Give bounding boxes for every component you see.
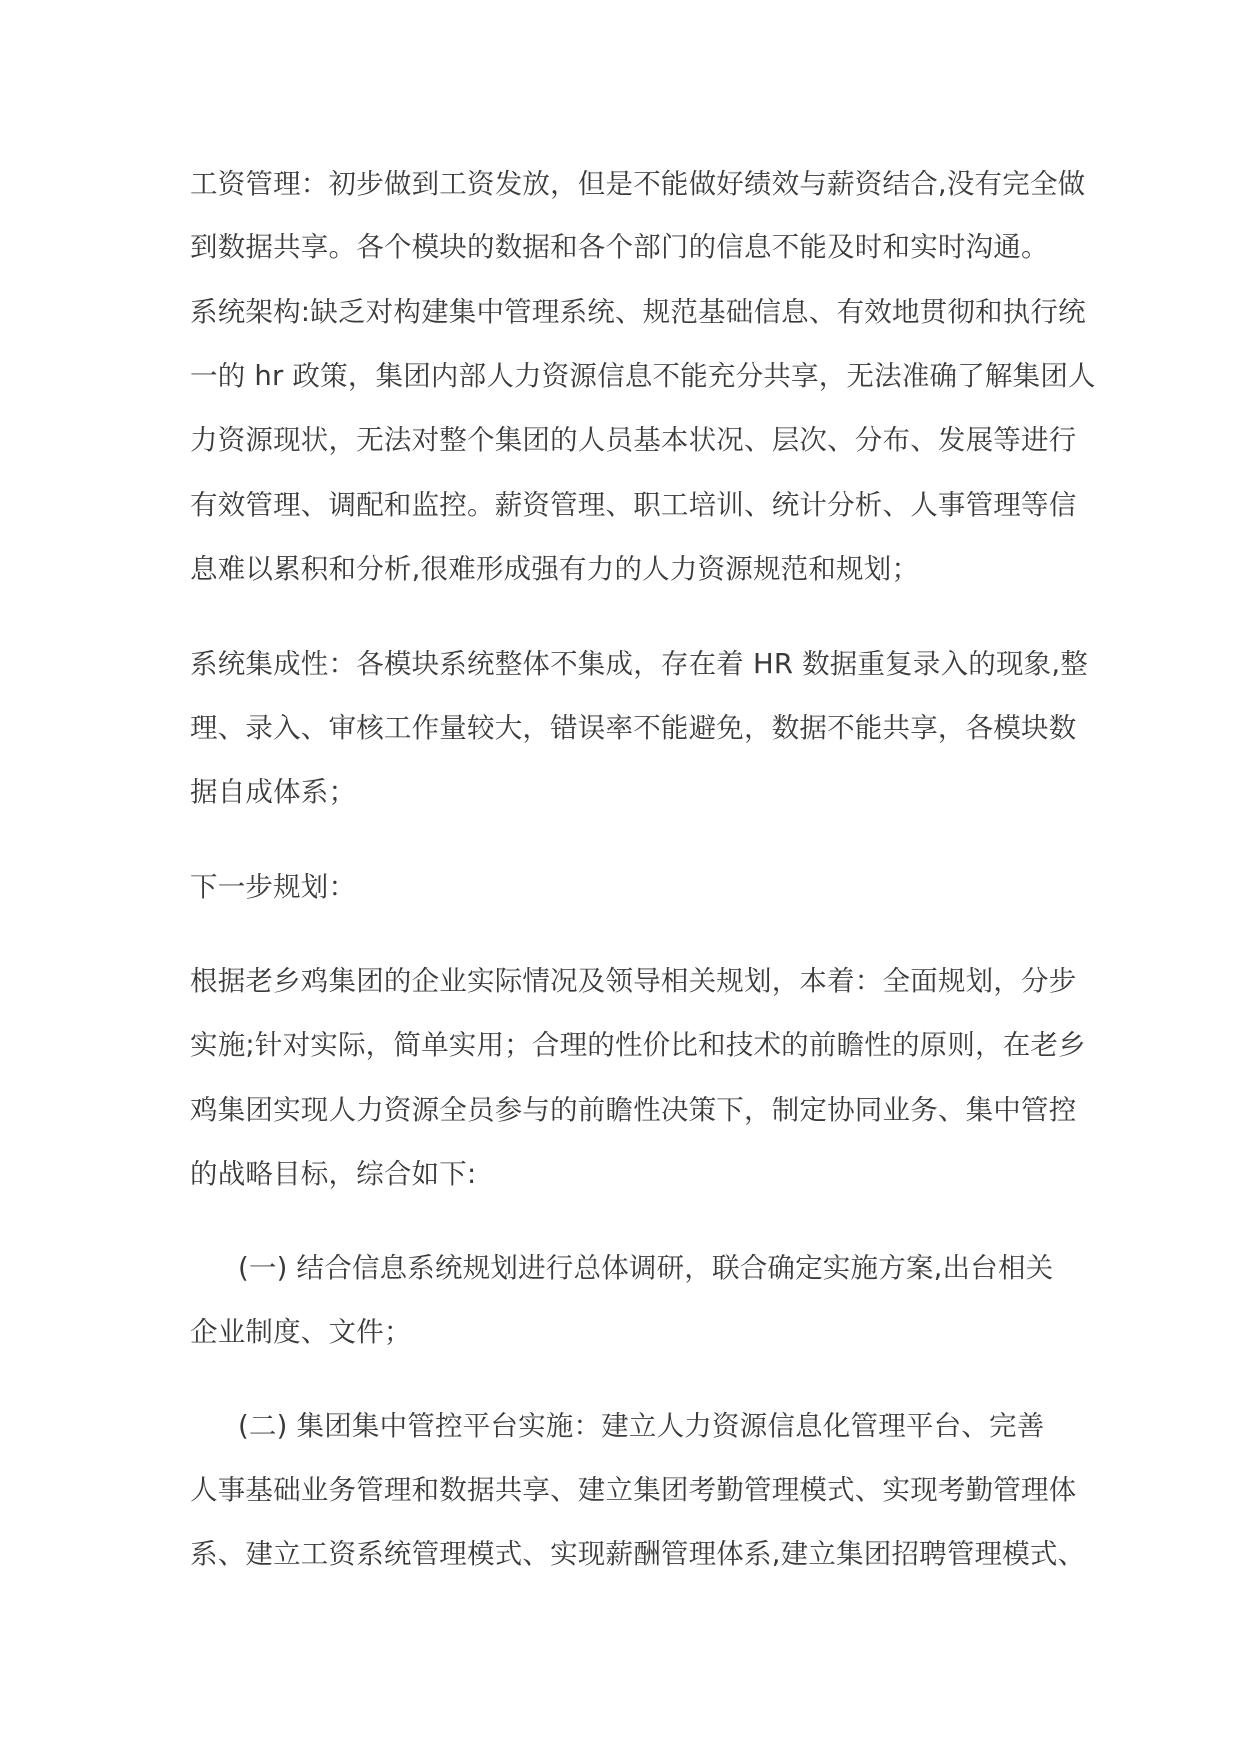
text-line: 实施;针对实际，简单实用；合理的性价比和技术的前瞻性的原则，在老乡 [190,1029,1086,1061]
text-line: 一的 hr 政策，集团内部人力资源信息不能充分共享，无法准确了解集团人 [190,360,1096,392]
text-line: 力资源现状，无法对整个集团的人员基本状况、层次、分布、发展等进行 [190,424,1077,456]
text-line: 的战略目标，综合如下: [190,1158,477,1190]
list-item-1: (一) 结合信息系统规划进行总体调研，联合确定实施方案,出台相关 [238,1252,1054,1284]
text-line: 根据老乡鸡集团的企业实际情况及领导相关规划，本着：全面规划，分步 [190,965,1077,997]
text-line: 有效管理、调配和监控。薪资管理、职工培训、统计分析、人事管理等信 [190,489,1077,521]
text-line: 系统架构:缺乏对构建集中管理系统、规范基础信息、有效地贯彻和执行统 [190,296,1086,328]
text-line: 息难以累积和分析,很难形成强有力的人力资源规范和规划； [190,553,920,585]
text-line: 到数据共享。各个模块的数据和各个部门的信息不能及时和实时沟通。 [190,231,1049,263]
section-heading: 下一步规划： [190,871,357,903]
text-line: 企业制度、文件； [190,1316,412,1348]
text-line: 理、录入、审核工作量较大，错误率不能避免，数据不能共享，各模块数 [190,712,1077,744]
list-item-2: (二) 集团集中管控平台实施：建立人力资源信息化管理平台、完善 [238,1410,1045,1442]
text-line: 系、建立工资系统管理模式、实现薪酬管理体系,建立集团招聘管理模式、 [190,1538,1086,1570]
text-line: 人事基础业务管理和数据共享、建立集团考勤管理模式、实现考勤管理体 [190,1474,1077,1506]
text-line: 据自成体系； [190,776,357,808]
text-line: 鸡集团实现人力资源全员参与的前瞻性决策下，制定协同业务、集中管控 [190,1094,1077,1126]
text-line: 工资管理：初步做到工资发放，但是不能做好绩效与薪资结合,没有完全做 [190,168,1086,200]
text-line: 系统集成性：各模块系统整体不集成，存在着 HR 数据重复录入的现象,整 [190,648,1089,680]
